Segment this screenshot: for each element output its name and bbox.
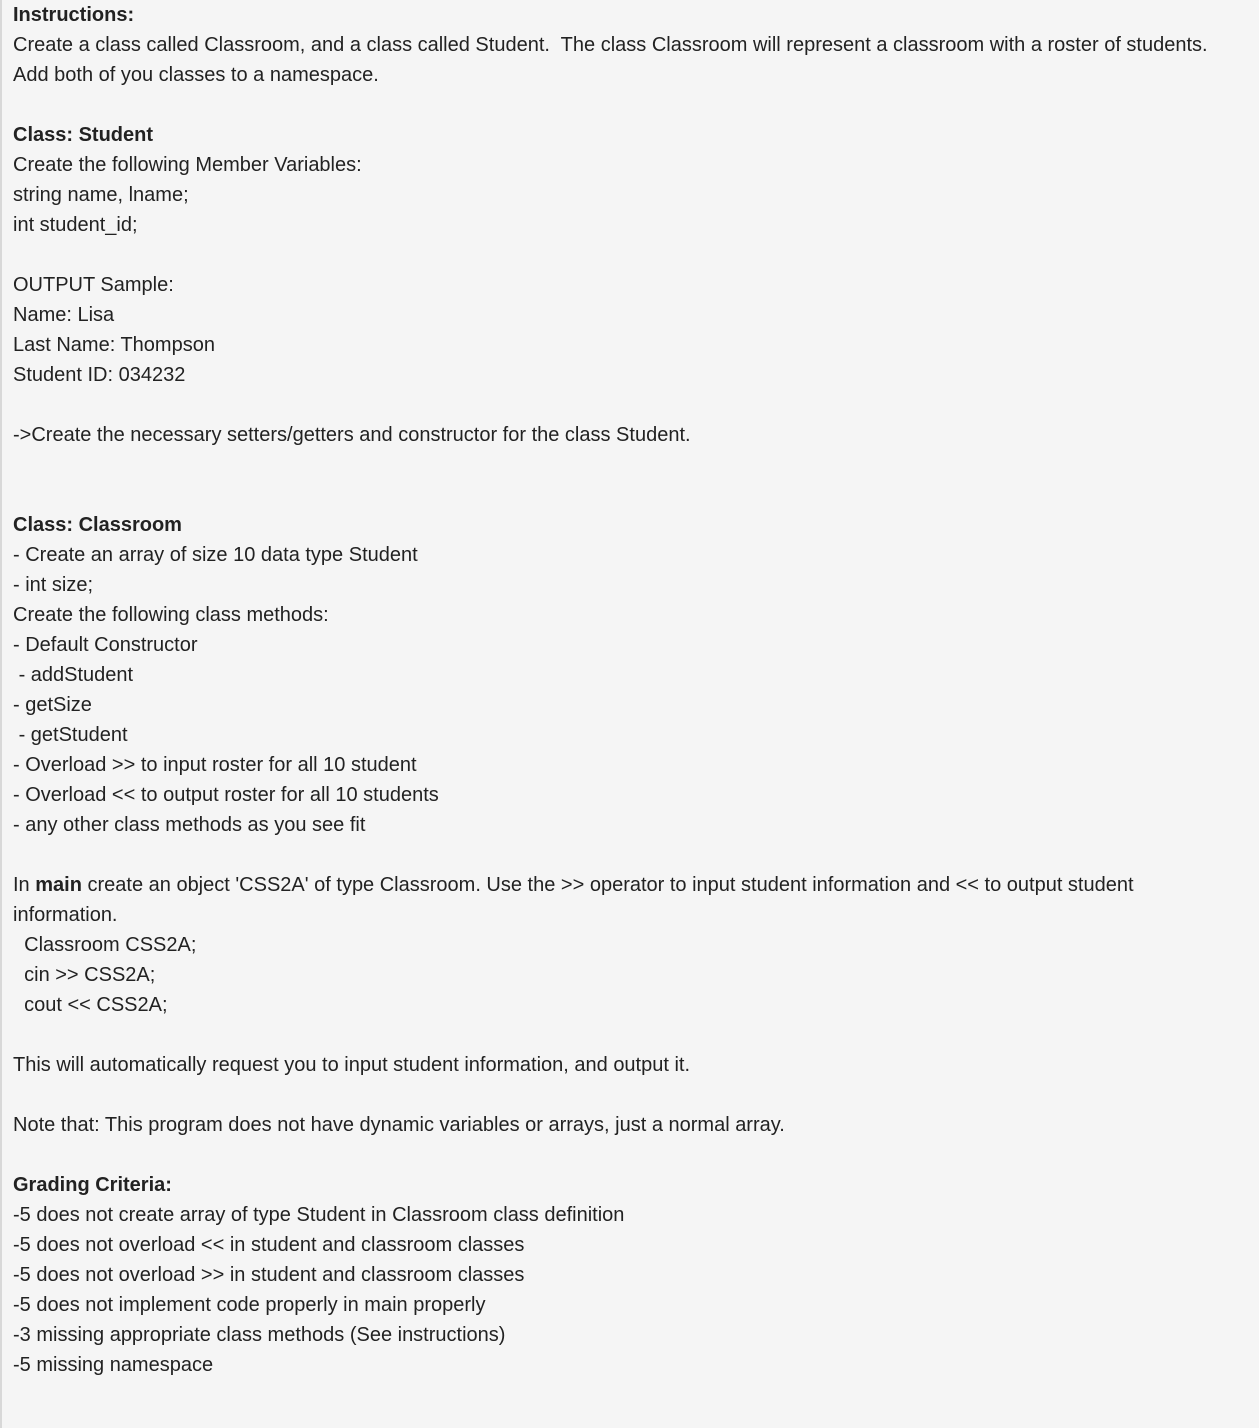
code-line: cin >> CSS2A;	[13, 964, 156, 986]
classroom-line: - Overload >> to input roster for all 10 student	[13, 754, 417, 776]
student-class-heading: Class: Student	[13, 124, 154, 146]
output-sample-line: Last Name: Thompson	[13, 334, 215, 356]
classroom-line: - any other class methods as you see fit	[13, 814, 366, 836]
student-line: Create the following Member Variables:	[13, 154, 362, 176]
classroom-line: - getSize	[13, 694, 92, 716]
main-keyword: main	[35, 874, 82, 896]
classroom-class-heading: Class: Classroom	[13, 514, 182, 536]
classroom-line: - Default Constructor	[13, 634, 198, 656]
student-line: string name, lname;	[13, 184, 189, 206]
instructions-paragraph: Create a class called Classroom, and a class called Student. The class Classroom will represent a classroom with a roster of students.	[13, 34, 1208, 56]
code-line: Classroom CSS2A;	[13, 934, 197, 956]
grading-item: -5 missing namespace	[13, 1354, 214, 1376]
left-border	[0, 0, 2, 1428]
grading-heading: Grading Criteria:	[13, 1174, 172, 1196]
normal-array-note: Note that: This program does not have dynamic variables or arrays, just a normal array.	[13, 1114, 785, 1136]
classroom-line: - int size;	[13, 574, 94, 596]
grading-item: -3 missing appropriate class methods (See instructions)	[13, 1324, 506, 1346]
main-suffix: create an object 'CSS2A' of type Classroom. Use the >> operator to input student information and << to output student information.	[13, 874, 1140, 926]
classroom-line: - Create an array of size 10 data type Student	[13, 544, 418, 566]
grading-item: -5 does not create array of type Student in Classroom class definition	[13, 1204, 625, 1226]
classroom-line: - Overload << to output roster for all 10 students	[13, 784, 439, 806]
classroom-line: - getStudent	[13, 724, 128, 746]
output-sample-line: OUTPUT Sample:	[13, 274, 174, 296]
auto-input-note: This will automatically request you to input student information, and output it.	[13, 1054, 691, 1076]
assignment-document	[13, 0, 1243, 1380]
output-sample-line: Student ID: 034232	[13, 364, 186, 386]
grading-item: -5 does not overload << in student and classroom classes	[13, 1234, 525, 1256]
output-sample-line: Name: Lisa	[13, 304, 115, 326]
namespace-instruction: Add both of you classes to a namespace.	[13, 64, 379, 86]
student-line: int student_id;	[13, 214, 138, 236]
grading-item: -5 does not overload >> in student and classroom classes	[13, 1264, 525, 1286]
setters-getters-note: ->Create the necessary setters/getters and constructor for the class Student.	[13, 424, 691, 446]
instructions-heading: Instructions:	[13, 4, 135, 26]
classroom-line: Create the following class methods:	[13, 604, 329, 626]
grading-item: -5 does not implement code properly in main properly	[13, 1294, 486, 1316]
main-prefix: In	[13, 874, 36, 896]
classroom-line: - addStudent	[13, 664, 134, 686]
main-instruction	[13, 870, 1243, 930]
code-line: cout << CSS2A;	[13, 994, 168, 1016]
